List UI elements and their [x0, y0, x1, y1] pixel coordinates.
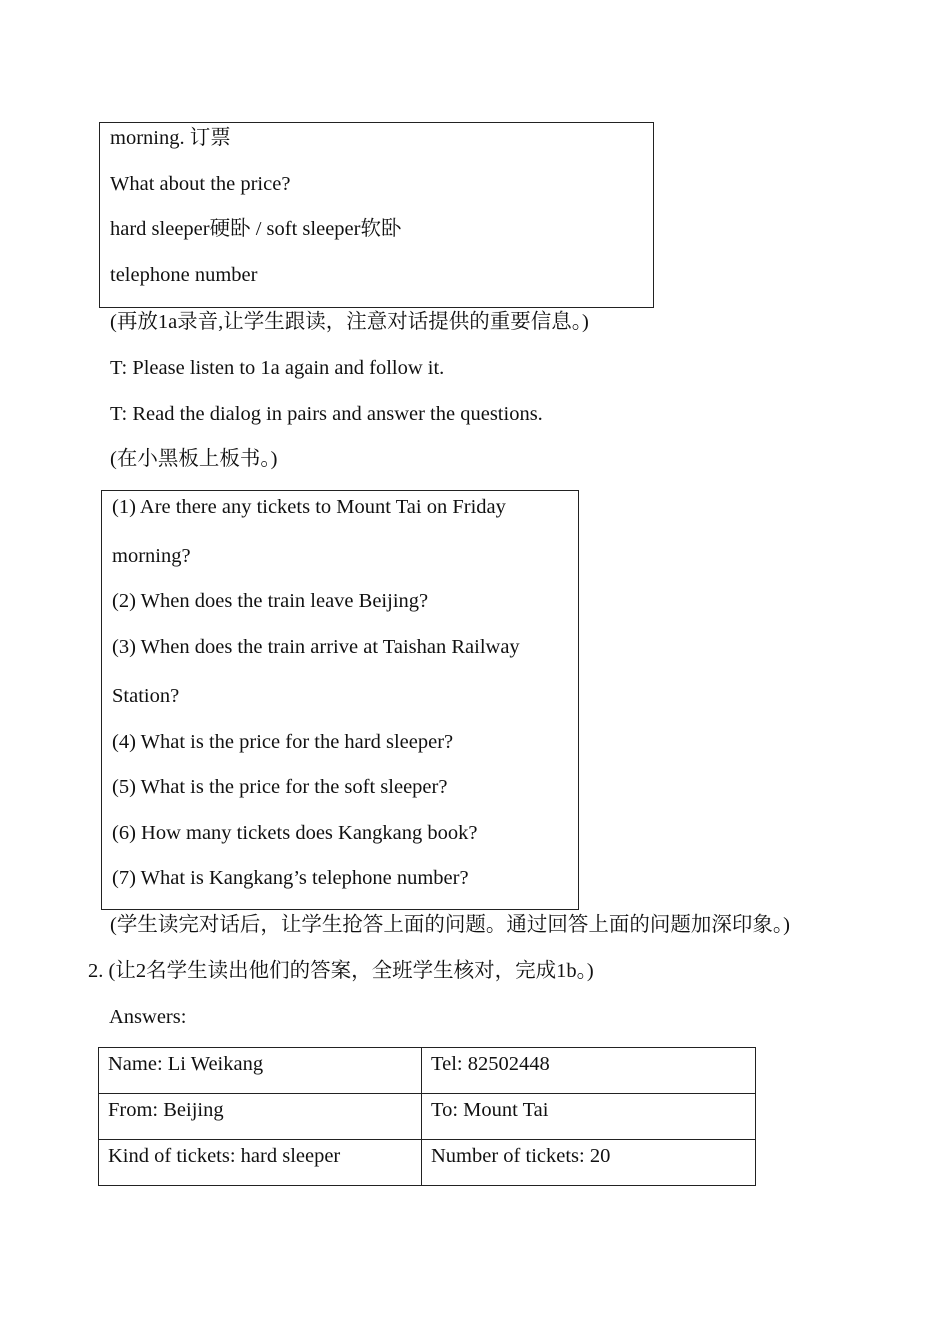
table-cell-number: Number of tickets: 20: [422, 1140, 756, 1186]
question-5: (5) What is the price for the soft sleeper?: [112, 776, 448, 798]
answers-label: Answers:: [109, 1006, 187, 1028]
board-line-1: morning. 订票: [110, 127, 231, 149]
table-cell-from: From: Beijing: [99, 1094, 422, 1140]
table-cell-to: To: Mount Tai: [422, 1094, 756, 1140]
table-row: [99, 1140, 756, 1186]
question-1-cont: morning?: [112, 545, 191, 567]
board-line-4: telephone number: [110, 264, 258, 286]
question-1: (1) Are there any tickets to Mount Tai on Friday: [112, 496, 506, 518]
note-quick-answer: (学生读完对话后，让学生抢答上面的问题。通过回答上面的问题加深印象。): [110, 914, 790, 936]
table-cell-tel: Tel: 82502448: [422, 1048, 756, 1094]
question-7: (7) What is Kangkang’s telephone number?: [112, 867, 469, 889]
question-2: (2) When does the train leave Beijing?: [112, 590, 429, 612]
board-line-3: hard sleeper硬卧 / soft sleeper软卧: [110, 218, 402, 240]
question-6: (6) How many tickets does Kangkang book?: [112, 822, 478, 844]
question-3: (3) When does the train arrive at Taishan Railway: [112, 636, 520, 658]
table-cell-kind: Kind of tickets: hard sleeper: [99, 1140, 422, 1186]
step-2-instruction: 2. (让2名学生读出他们的答案，全班学生核对，完成1b。): [88, 960, 594, 982]
table-row: [99, 1048, 756, 1094]
table-row: [99, 1094, 756, 1140]
note-blackboard: (在小黑板上板书。): [110, 448, 278, 470]
question-3-cont: Station?: [112, 685, 180, 707]
table-cell-name: Name: Li Weikang: [99, 1048, 422, 1094]
note-follow-reading: (再放1a录音,让学生跟读，注意对话提供的重要信息。): [110, 311, 589, 333]
board-line-2: What about the price?: [110, 173, 291, 195]
question-4: (4) What is the price for the hard sleeper?: [112, 731, 454, 753]
teacher-read-line: T: Read the dialog in pairs and answer the questions.: [110, 403, 543, 425]
answers-table: [98, 1047, 756, 1186]
teacher-listen-line: T: Please listen to 1a again and follow it.: [110, 357, 445, 379]
